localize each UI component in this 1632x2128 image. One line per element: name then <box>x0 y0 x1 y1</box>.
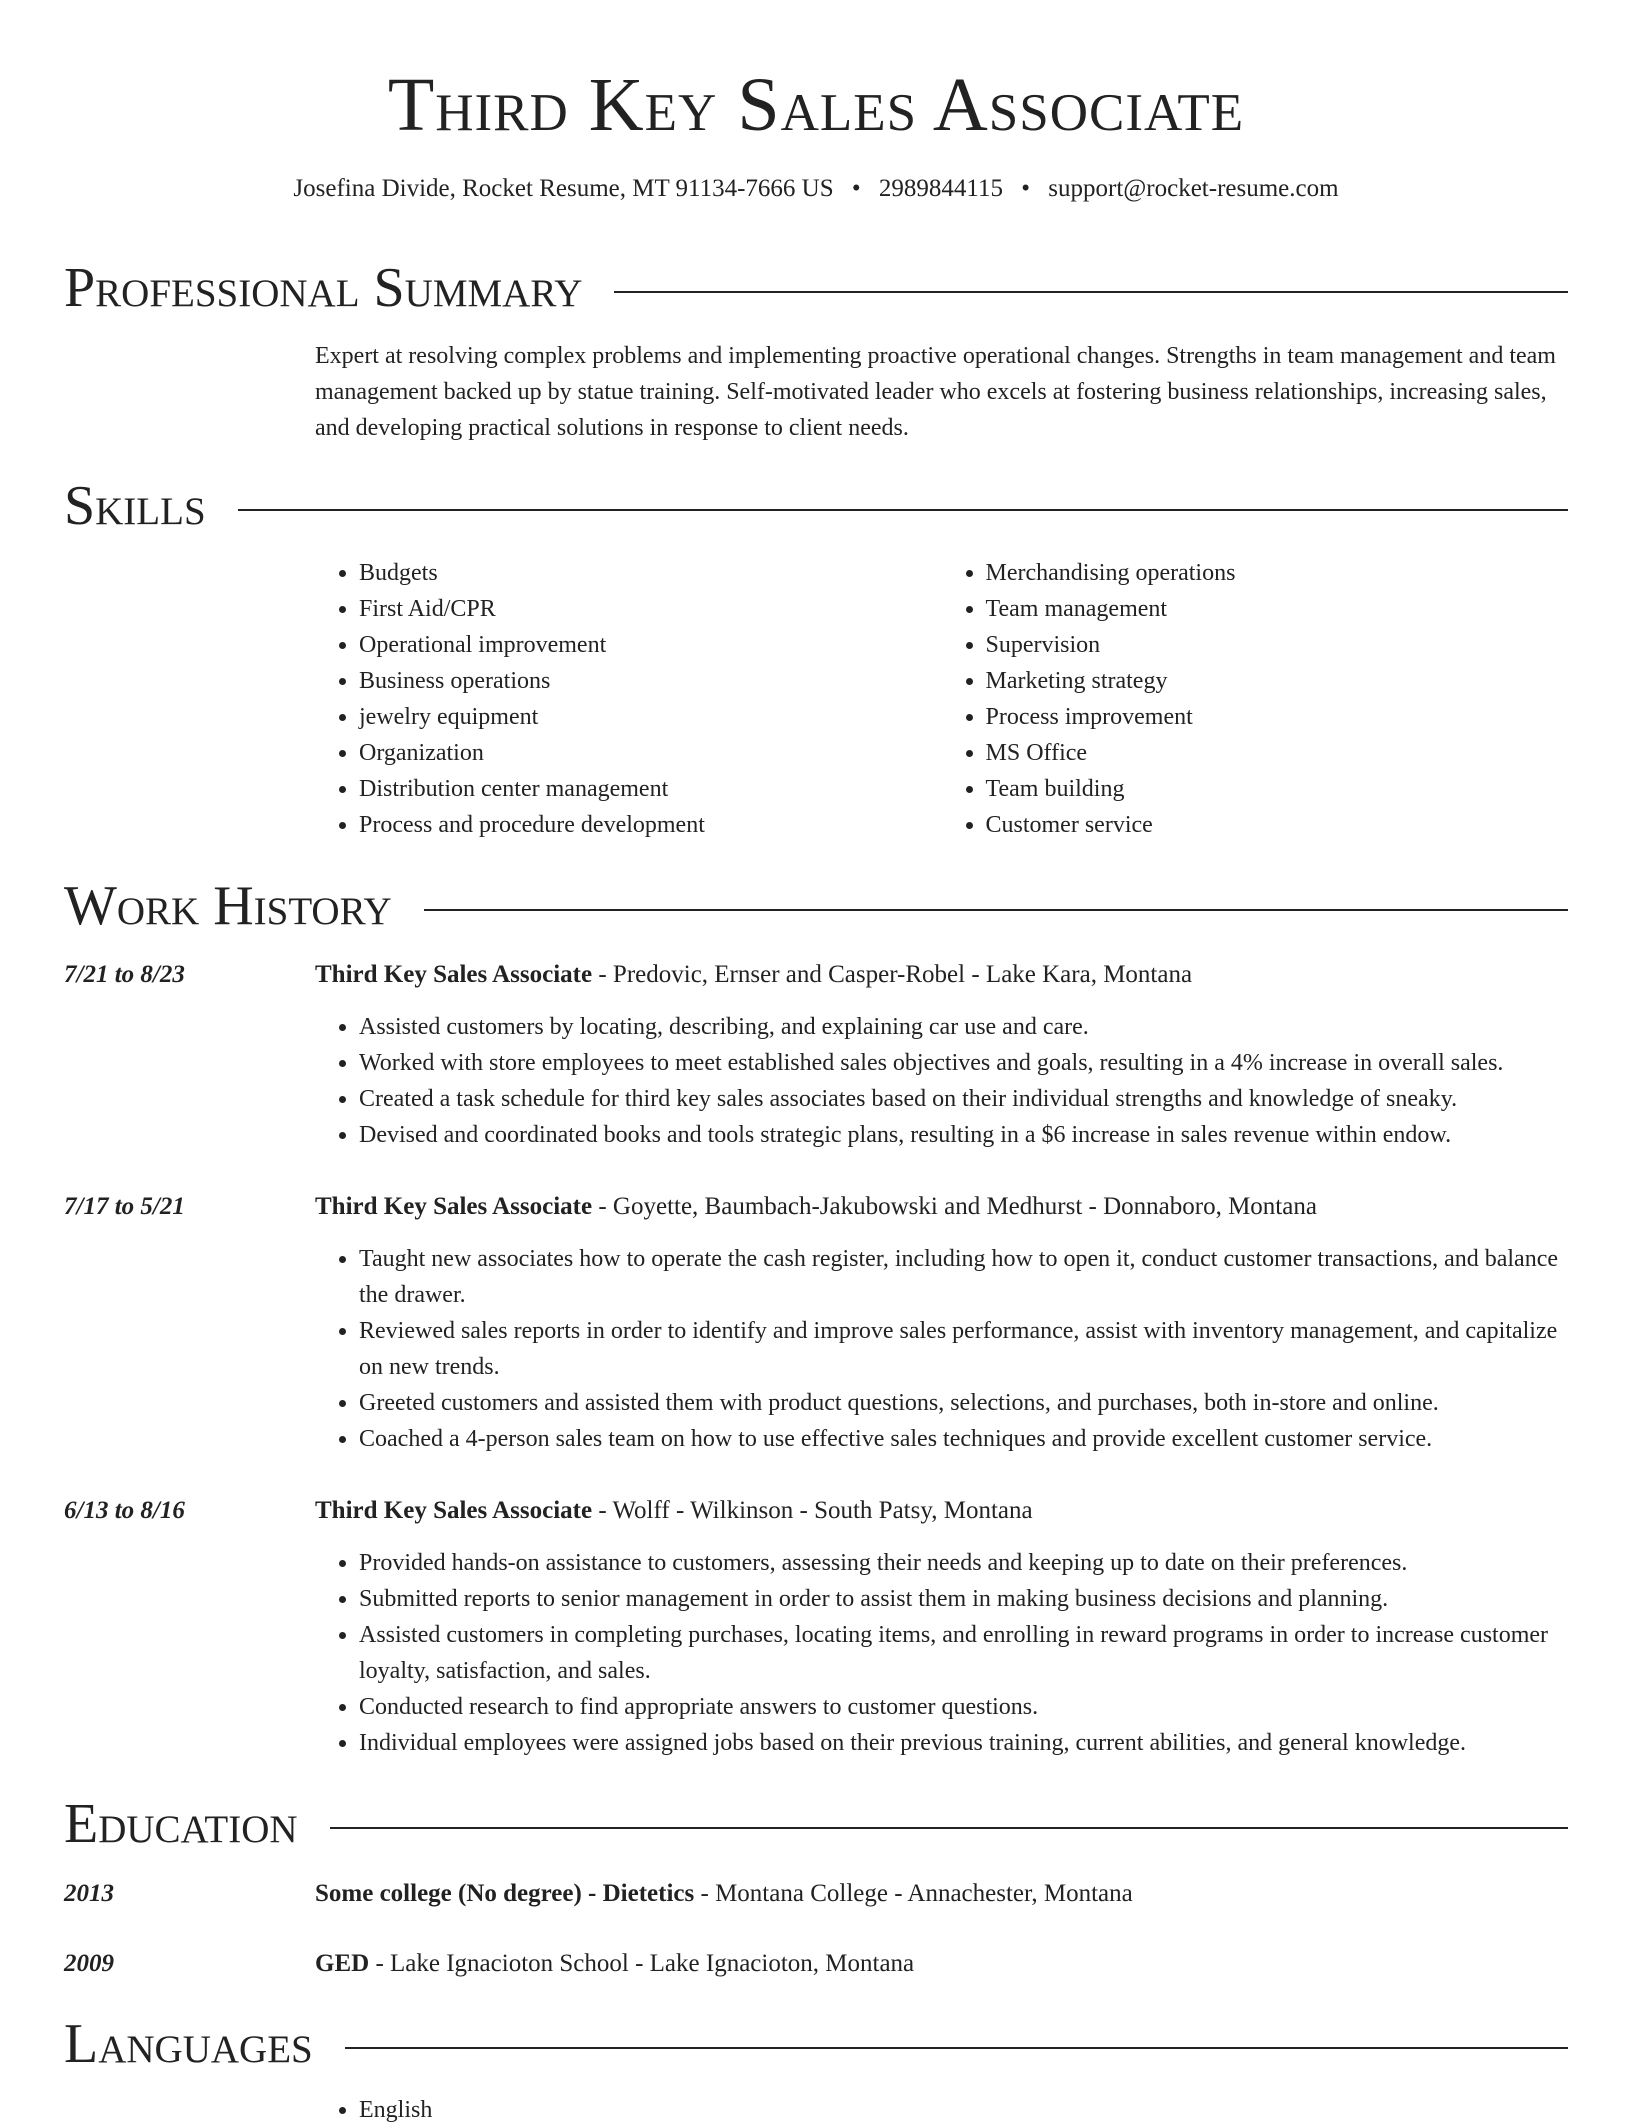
education-entry <box>64 1876 1568 1912</box>
skill-item: • Customer service <box>986 807 1569 843</box>
work-date: 7/21 to 8/23 <box>64 961 185 988</box>
contact-email: support@rocket-resume.com <box>1048 175 1339 202</box>
summary-heading: Professional Summary <box>64 257 583 319</box>
section-divider <box>614 291 1568 293</box>
contact-address: Josefina Divide, Rocket Resume, MT 91134-7666 US <box>293 175 834 202</box>
education-school: - Montana College - Annachester, Montana <box>694 1880 1133 1907</box>
work-title <box>315 957 1568 993</box>
education-heading: Education <box>64 1793 298 1855</box>
languages-bullets <box>315 2092 1568 2128</box>
skill-item: • Merchandising operations <box>986 555 1569 591</box>
skill-item: • Marketing strategy <box>986 663 1569 699</box>
skills-column-left <box>315 555 942 843</box>
work-bullet: • Coached a 4-person sales team on how to use effective sales techniques and provide excellent customer service. <box>359 1421 1568 1457</box>
education-title <box>315 1876 1568 1912</box>
summary-text: Expert at resolving complex problems and implementing proactive operational changes. Strengths in team management and team management backed up by statue training. Self-motivated leader who excels at fostering business relationships, increasing sales, and developing practical solutions in response to client needs. <box>315 343 1556 441</box>
section-divider <box>424 909 1568 911</box>
work-bullets <box>315 1241 1568 1457</box>
education-entry <box>64 1946 1568 1982</box>
skills-list <box>315 555 1568 843</box>
work-title <box>315 1493 1568 1529</box>
section-divider <box>345 2047 1568 2049</box>
education-school: - Lake Ignacioton School - Lake Ignacioton, Montana <box>369 1950 915 1977</box>
work-bullets <box>315 1009 1568 1153</box>
skill-item: • Distribution center management <box>359 771 942 807</box>
work-heading: Work History <box>64 875 392 937</box>
work-section-header <box>64 876 1568 936</box>
skill-item: • MS Office <box>986 735 1569 771</box>
education-date: 2009 <box>64 1950 114 1977</box>
languages-heading: Languages <box>64 2013 313 2075</box>
skill-item: • Business operations <box>359 663 942 699</box>
work-bullet: • Created a task schedule for third key sales associates based on their individual strengths and knowledge of sneaky. <box>359 1081 1568 1117</box>
contact-phone: 2989844115 <box>878 175 1003 202</box>
work-bullet: • Greeted customers and assisted them with product questions, selections, and purchases, both in-store and online. <box>359 1385 1568 1421</box>
languages-section-header <box>64 2014 1568 2074</box>
page-title: Third Key Sales Associate <box>387 63 1245 147</box>
skill-item: • Team management <box>986 591 1569 627</box>
language-item: • English <box>359 2092 1568 2128</box>
skill-item: • Team building <box>986 771 1569 807</box>
skill-item: • Organization <box>359 735 942 771</box>
work-date: 7/17 to 5/21 <box>64 1193 185 1220</box>
contact-separator: • <box>1021 175 1031 202</box>
skill-item: • Supervision <box>986 627 1569 663</box>
section-divider <box>238 509 1568 511</box>
education-date: 2013 <box>64 1880 114 1907</box>
work-bullet: • Conducted research to find appropriate answers to customer questions. <box>359 1689 1568 1725</box>
work-date: 6/13 to 8/16 <box>64 1497 185 1524</box>
work-bullet: • Assisted customers in completing purchases, locating items, and enrolling in reward programs in order to increase customer loyalty, satisfaction, and sales. <box>359 1617 1568 1689</box>
contact-separator: • <box>851 175 861 202</box>
work-employer: - Goyette, Baumbach-Jakubowski and Medhurst - Donnaboro, Montana <box>592 1193 1317 1220</box>
languages-list <box>315 2092 1568 2128</box>
work-role: Third Key Sales Associate <box>315 961 593 988</box>
work-employer: - Wolff - Wilkinson - South Patsy, Montana <box>592 1497 1033 1524</box>
work-bullet: • Worked with store employees to meet established sales objectives and goals, resulting in a 4% increase in overall sales. <box>359 1045 1568 1081</box>
education-section-header <box>64 1794 1568 1854</box>
work-bullet: • Provided hands-on assistance to customers, assessing their needs and keeping up to date on their preferences. <box>359 1545 1568 1581</box>
skills-heading: Skills <box>64 475 206 537</box>
work-bullet: • Assisted customers by locating, describing, and explaining car use and care. <box>359 1009 1568 1045</box>
work-bullet: • Individual employees were assigned jobs based on their previous training, current abilities, and general knowledge. <box>359 1725 1568 1761</box>
work-bullet: • Submitted reports to senior management in order to assist them in making business decisions and planning. <box>359 1581 1568 1617</box>
summary-section-header <box>64 258 1568 318</box>
skill-item: • Process and procedure development <box>359 807 942 843</box>
work-bullet: • Devised and coordinated books and tools strategic plans, resulting in a $6 increase in sales revenue within endow. <box>359 1117 1568 1153</box>
section-divider <box>330 1827 1568 1829</box>
work-entry <box>64 1189 1568 1457</box>
work-role: Third Key Sales Associate <box>315 1497 593 1524</box>
education-title <box>315 1946 1568 1982</box>
education-degree: Some college (No degree) - Dietetics <box>315 1880 695 1907</box>
skill-item: • Operational improvement <box>359 627 942 663</box>
work-entry <box>64 957 1568 1153</box>
work-entry <box>64 1493 1568 1761</box>
contact-line <box>0 175 1632 203</box>
skill-item: • First Aid/CPR <box>359 591 942 627</box>
work-bullet: • Reviewed sales reports in order to identify and improve sales performance, assist with inventory management, and capitalize on new trends. <box>359 1313 1568 1385</box>
work-bullets <box>315 1545 1568 1761</box>
work-bullet: • Taught new associates how to operate the cash register, including how to open it, conduct customer transactions, and balance the drawer. <box>359 1241 1568 1313</box>
work-role: Third Key Sales Associate <box>315 1193 593 1220</box>
skills-section-header <box>64 476 1568 536</box>
skill-item: • jewelry equipment <box>359 699 942 735</box>
work-title <box>315 1189 1568 1225</box>
skill-item: • Budgets <box>359 555 942 591</box>
skill-item: • Process improvement <box>986 699 1569 735</box>
education-degree: GED <box>315 1950 370 1977</box>
skills-column-right <box>942 555 1569 843</box>
work-employer: - Predovic, Ernser and Casper-Robel - Lake Kara, Montana <box>592 961 1193 988</box>
